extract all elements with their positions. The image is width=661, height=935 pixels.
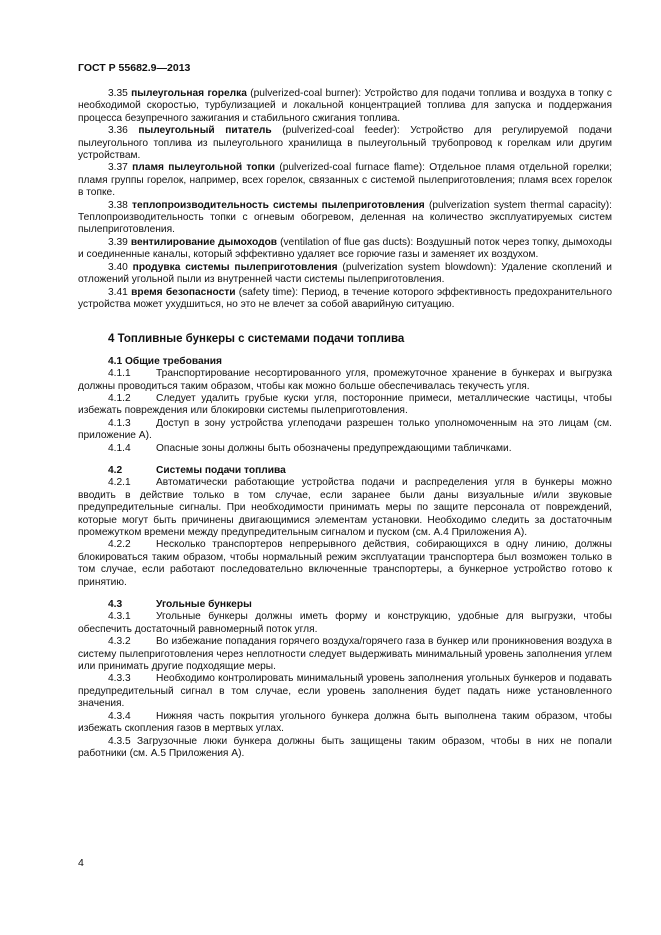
definition-3-41: 3.41 время безопасности (safety time): Период, в течение которого эффективность предохранительного устройства может ухудшиться, но это не влечет за собой аварийную ситуацию. xyxy=(78,286,612,310)
clause-4-1-4: 4.1.4 Опасные зоны должны быть обозначены предупреждающими табличками. xyxy=(108,442,512,454)
page-number: 4 xyxy=(78,857,84,869)
definition-3-39: 3.39 вентилирование дымоходов (ventilation of flue gas ducts): Воздушный поток через топку, дымоходы и соединенные каналы, который эффективно удаляет все горючие газы и заменяет их воздухом. xyxy=(78,236,612,261)
clause-4-2-2: 4.2.2 Несколько транспортеров непрерывного действия, собирающихся в одну линию, должны блокироваться таким образом, чтобы нормальный режим эксплуатации транспортера был возможен только в том случае, если работают последовательно включенные транспортеры, а бункерное устройство готово к принятию. xyxy=(78,539,612,588)
subsection-4-3-title: 4.3 Угольные бункеры xyxy=(108,599,252,611)
clause-4-1-2: 4.1.2 Следует удалить грубые куски угля, посторонние примеси, металлические частицы, чтобы избежать повреждения или блокировки системы пылеприготовления. xyxy=(78,392,612,417)
clause-4-2-1: 4.2.1 Автоматически работающие устройства подачи и распределения угля в бункеры можно вводить в действие только в том случае, если заранее были даны визуальные и/или звуковые предупредительные сигналы. При необходимости принимать меры по защите персонала от повреждений, которые могут быть причинены двигающимися элементам установки. Необходимо следить за достаточным промежутком времени между предупредительным сигналом и пуском (см. А.4 Приложения А). xyxy=(78,477,612,538)
section-4-title: 4 Топливные бункеры с системами подачи топлива xyxy=(108,333,405,346)
definition-3-40: 3.40 продувка системы пылеприготовления (pulverization system blowdown): Удаление скоплений и отложений угольной пыли из внутренней части системы пылеприготовления. xyxy=(78,261,613,286)
subsection-4-1-title: 4.1 Общие требования xyxy=(108,355,222,367)
clause-4-3-5: 4.3.5 Загрузочные люки бункера должны быть защищены таким образом, чтобы в них не попали работники (см. А.5 Приложения А). xyxy=(78,735,612,759)
clause-4-3-3: 4.3.3 Необходимо контролировать минимальный уровень заполнения угольных бункеров и подавать предупредительный сигнал в том случае, если уровень заполнения будет падать ниже установленного значения. xyxy=(78,673,612,710)
clause-4-1-1: 4.1.1 Транспортирование несортированного угля, промежуточное хранение в бункерах и выгрузка должны проводиться таким образом, чтобы как можно больше обеспечивалась текучесть угля. xyxy=(78,368,612,392)
definition-3-37: 3.37 пламя пылеугольной топки (pulverized-coal furnace flame): Отдельное пламя отдельной горелки; пламя группы горелок, например, всех горелок, связанных с системой пылеприготовления; пламя всех горелок в топке. xyxy=(78,162,612,199)
clause-4-1-3: 4.1.3 Доступ в зону устройства углеподачи разрешен только уполномоченным на это лицам (см. приложение А). xyxy=(78,417,612,442)
clause-4-3-1: 4.3.1 Угольные бункеры должны иметь форму и конструкцию, удобные для выгрузки, чтобы обеспечить достаточный равномерный поток угля. xyxy=(78,611,612,635)
subsection-4-2-title: 4.2 Системы подачи топлива xyxy=(108,464,286,476)
document-header: ГОСТ Р 55682.9—2013 xyxy=(78,62,191,74)
clause-4-3-4: 4.3.4 Нижняя часть покрытия угольного бункера должна быть выполнена таким образом, чтобы избежать скопления газов в мертвых углах. xyxy=(78,710,612,735)
definition-3-38: 3.38 теплопроизводительность системы пылеприготовления (pulverization system thermal capacity): Теплопроизводительность топки с огневым обогревом, деленная на количество эксплуатируемых систем пылеприготовления. xyxy=(78,199,612,236)
clause-4-3-2: 4.3.2 Во избежание попадания горячего воздуха/горячего газа в бункер или проникновения воздуха в систему пылеприготовления через неплотности следует выдерживать минимальный уровень заполнения углем или принимать другие подходящие меры. xyxy=(78,636,612,673)
definition-3-36: 3.36 пылеугольный питатель (pulverized-coal feeder): Устройство для регулируемой подачи пылеугольного топлива из пылеугольного хранилища в пылеугольный трубопровод к горелкам или другим устройствам. xyxy=(78,125,612,162)
definition-3-35: 3.35 пылеугольная горелка (pulverized-coal burner): Устройство для подачи топлива и воздуха в топку с необходимой скоростью, турбулизацией и локальной концентрацией топлива для запуска и поддержания процесса безупречного зажигания и стабильного сжигания топлива. xyxy=(78,88,612,124)
document-body xyxy=(78,88,612,760)
